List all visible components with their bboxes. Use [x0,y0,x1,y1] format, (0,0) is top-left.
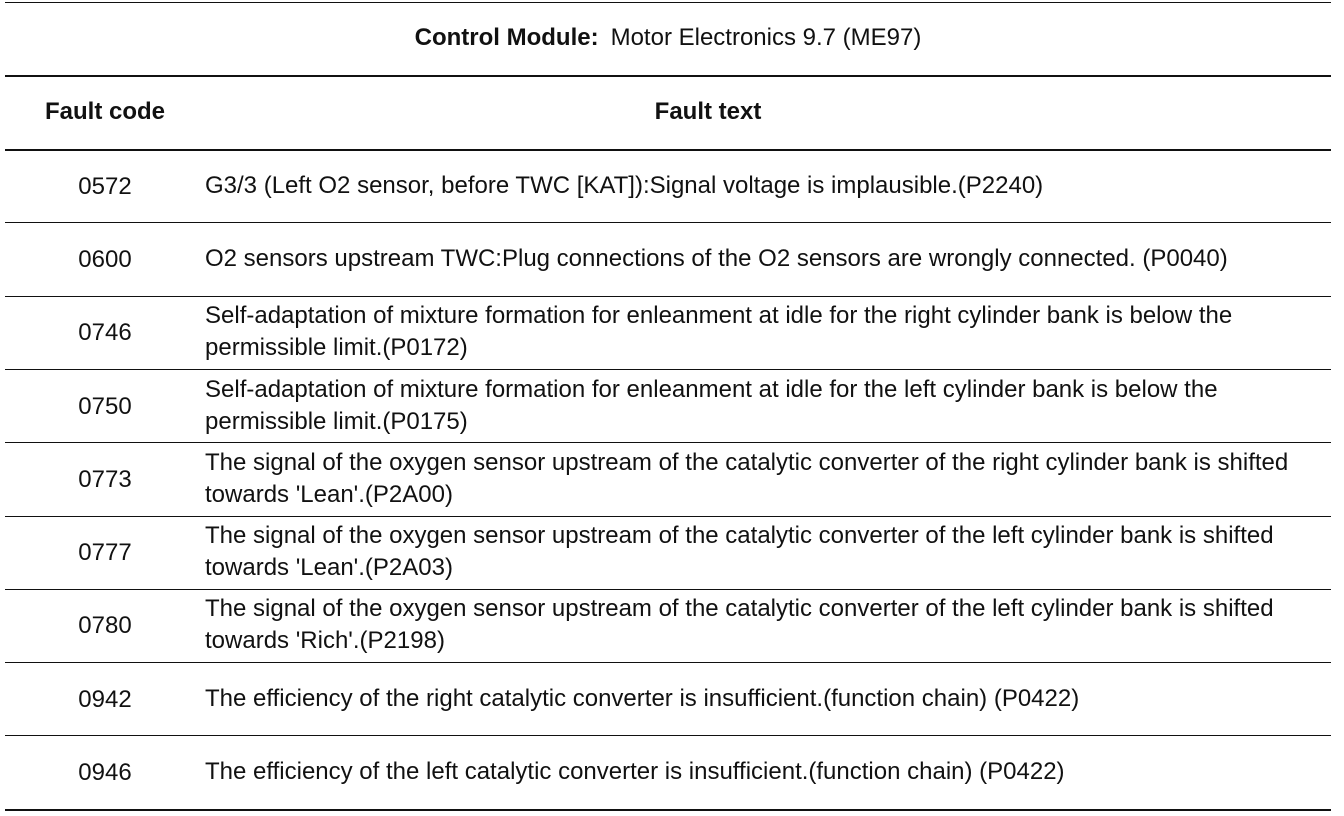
fault-code-cell: 0780 [78,612,132,640]
fault-text-cell: Self-adaptation of mixture formation for enleanment at idle for the right cylinder bank is below the permissible limit.(P0172) [205,302,1233,362]
fault-code-cell: 0942 [78,685,132,713]
fault-code-cell: 0746 [78,319,132,347]
table-bottom-rule [5,809,1331,811]
row-divider [5,222,1331,223]
table-row [5,589,1331,662]
row-divider [5,735,1331,736]
fault-code-cell: 0777 [78,539,132,567]
fault-code-cell: 0773 [78,465,132,493]
control-module-label: Control Module: [414,23,599,51]
fault-text-cell: The signal of the oxygen sensor upstream of the catalytic converter of the left cylinder bank is shifted towards 'Lean'.(P2A03) [205,522,1274,582]
table-row [5,442,1331,515]
fault-text-cell: Self-adaptation of mixture formation for enleanment at idle for the left cylinder bank is below the permissible limit.(P0175) [205,375,1218,435]
header-fault-text: Fault text [654,98,762,125]
fault-text-cell: O2 sensors upstream TWC:Plug connections of the O2 sensors are wrongly connected. (P0040) [205,244,1228,272]
row-divider [5,589,1331,590]
fault-code-cell: 0750 [78,392,132,420]
table-row [5,735,1331,808]
fault-code-cell: 0572 [78,172,132,200]
row-divider [5,442,1331,443]
table-row [5,662,1331,735]
fault-text-cell: The efficiency of the right catalytic converter is insufficient.(function chain) (P0422) [205,684,1080,712]
control-module-value: Motor Electronics 9.7 (ME97) [610,23,922,51]
fault-code-document [5,0,1331,809]
row-divider [5,369,1331,370]
row-divider [5,296,1331,297]
control-module-title [5,0,1331,75]
fault-text-cell: The signal of the oxygen sensor upstream of the catalytic converter of the left cylinder bank is shifted towards 'Rich'.(P2198) [205,595,1274,655]
row-divider [5,662,1331,663]
fault-rows [5,149,1331,809]
table-row [5,222,1331,295]
table-row [5,369,1331,442]
fault-text-cell: G3/3 (Left O2 sensor, before TWC [KAT]):Signal voltage is implausible.(P2240) [205,171,1044,199]
fault-text-cell: The signal of the oxygen sensor upstream of the catalytic converter of the right cylinder bank is shifted towards 'Lean'.(P2A00) [205,448,1289,508]
table-row [5,296,1331,369]
fault-code-cell: 0600 [78,245,132,273]
header-fault-code: Fault code [44,98,165,125]
table-row [5,149,1331,222]
table-row [5,515,1331,588]
table-header [5,75,1331,149]
fault-code-cell: 0946 [78,759,132,787]
row-divider [5,516,1331,517]
fault-text-cell: The efficiency of the left catalytic converter is insufficient.(function chain) (P0422) [205,758,1065,786]
